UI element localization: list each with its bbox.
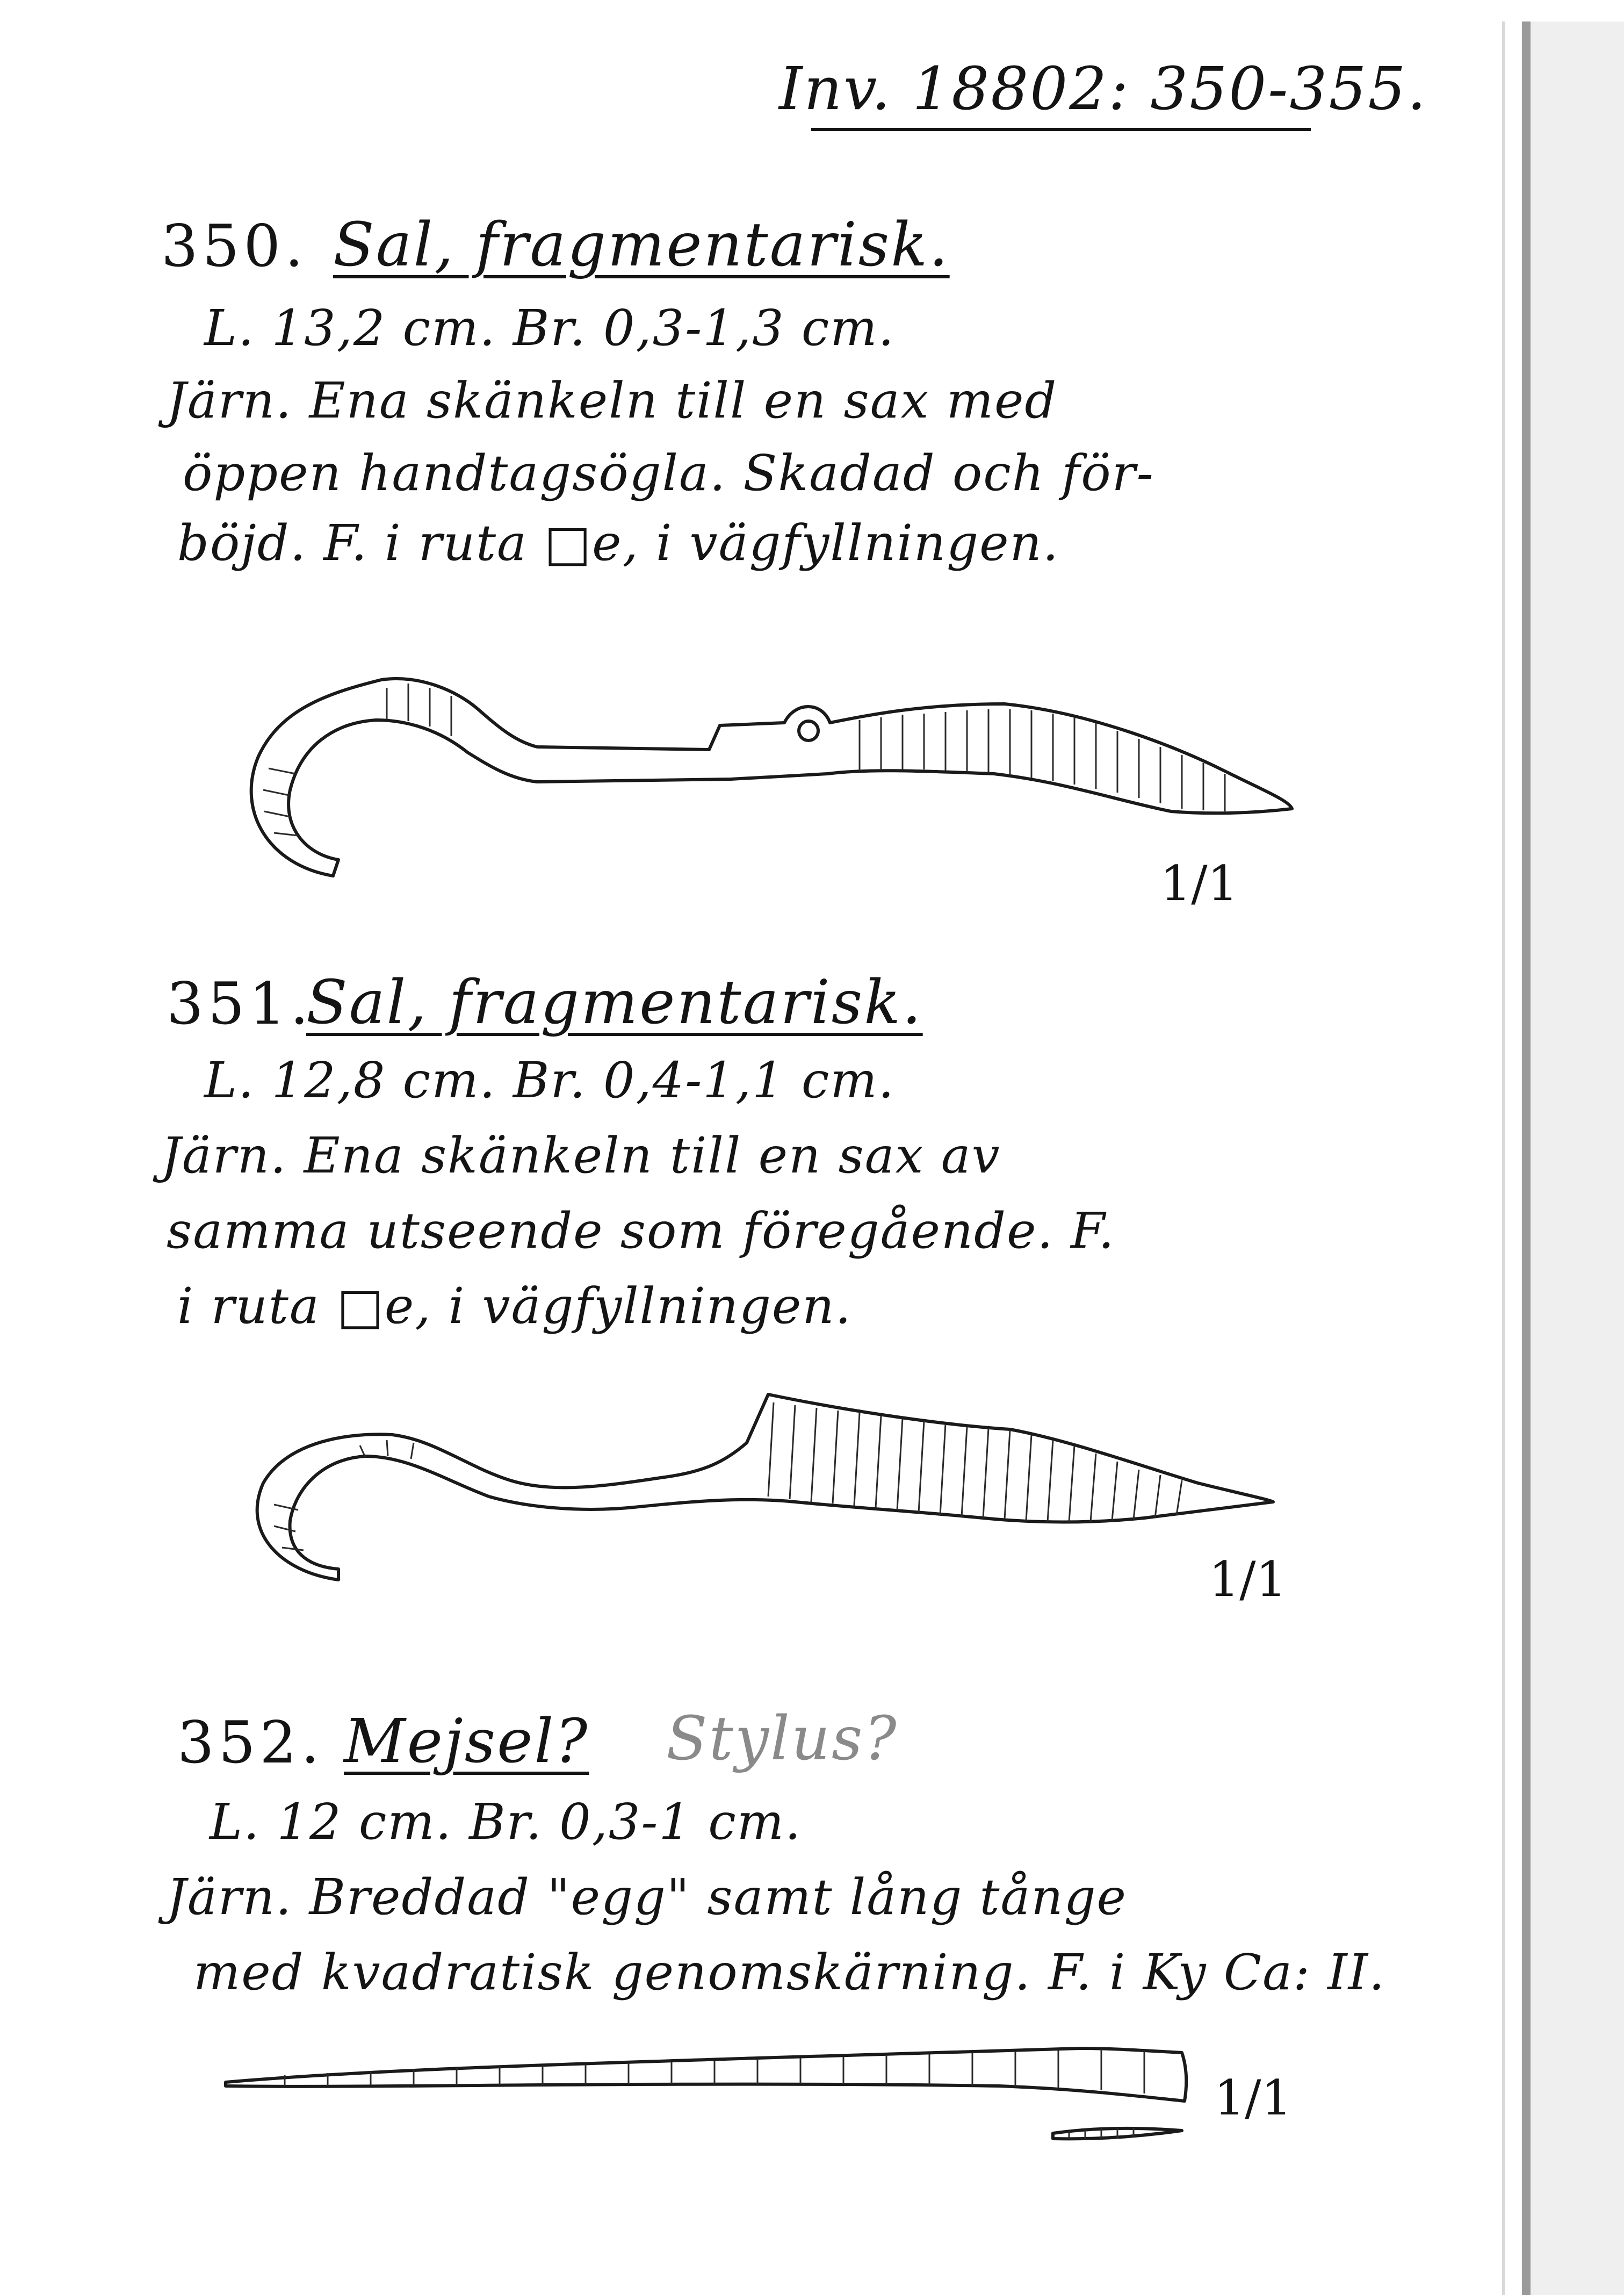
scissors-blade-drawing — [226, 629, 1311, 887]
entry-description-line: med kvadratisk genomskärning. F. i Ky Ca: II. — [193, 1944, 1386, 2001]
scale-label: 1/1 — [1160, 855, 1238, 912]
entry-number: 351. — [167, 970, 313, 1038]
entry-title: Sal, fragmentarisk. — [306, 968, 923, 1038]
entry-title: Sal, fragmentarisk. — [333, 210, 950, 280]
entry-description-line: samma utseende som föregående. F. — [167, 1202, 1115, 1260]
entry-description-line: i ruta □e, i vägfyllningen. — [177, 1277, 852, 1335]
binding-edge — [1522, 21, 1531, 2295]
entry-description-line: Järn. Ena skänkeln till en sax med — [167, 372, 1058, 429]
scale-label: 1/1 — [1209, 1551, 1287, 1608]
inventory-number: Inv. 18802: 350-355. — [779, 54, 1428, 123]
scissors-blade-drawing — [231, 1386, 1305, 1596]
entry-measurements: L. 13,2 cm. Br. 0,3-1,3 cm. — [204, 299, 895, 357]
pencil-annotation: Stylus? — [666, 1704, 898, 1774]
entry-measurements: L. 12,8 cm. Br. 0,4-1,1 cm. — [204, 1052, 895, 1109]
chisel-drawing — [220, 2026, 1198, 2149]
entry-title: Mejsel? — [344, 1707, 589, 1776]
entry-measurements: L. 12 cm. Br. 0,3-1 cm. — [210, 1793, 802, 1851]
entry-description-line: Järn. Breddad "egg" samt lång tånge — [167, 1868, 1127, 1926]
inventory-underline — [811, 128, 1311, 131]
page-edge-line — [1502, 21, 1505, 2295]
entry-description-line: Järn. Ena skänkeln till en sax av — [161, 1127, 1001, 1184]
page-edge-shadow — [1531, 21, 1624, 2295]
entry-number: 352. — [177, 1709, 324, 1776]
entry-description-line: öppen handtagsögla. Skadad och för- — [183, 444, 1154, 502]
entry-number: 350. — [161, 213, 308, 280]
entry-description-line: böjd. F. i ruta □e, i vägfyllningen. — [177, 514, 1060, 572]
scale-label: 1/1 — [1214, 2070, 1292, 2126]
